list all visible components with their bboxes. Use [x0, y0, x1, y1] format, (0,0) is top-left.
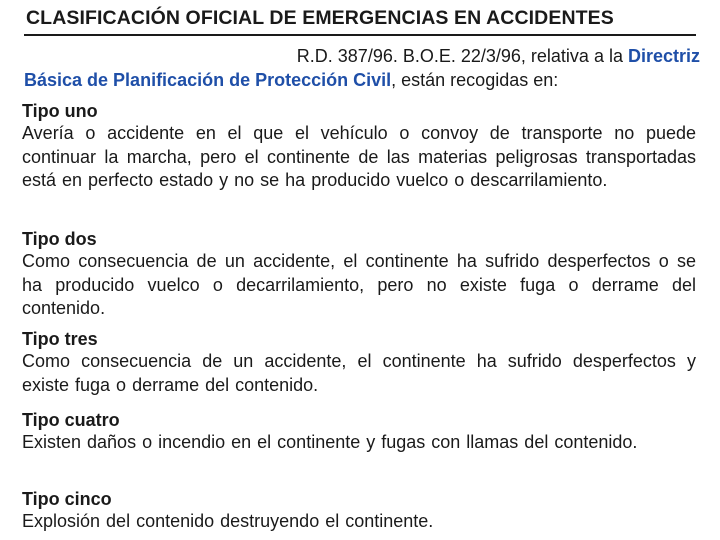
intro-line-1: [24, 44, 700, 68]
section-text: Como consecuencia de un accidente, el continente ha sufrido desperfectos y existe fuga o derrame del contenido.: [22, 351, 696, 395]
directive-name-part-1: Directriz: [627, 46, 700, 66]
section-text: Avería o accidente en el que el vehículo o convoy de transporte no puede continuar la marcha, pero el continente de las materias peligrosas transportadas está en perfecto estado y no se ha producido vuelco o descarrilamiento.: [22, 123, 696, 190]
section-tipo-cinco: [22, 488, 696, 534]
section-heading: Tipo uno: [22, 101, 98, 121]
section-heading: Tipo cuatro: [22, 410, 120, 430]
section-heading: Tipo tres: [22, 329, 98, 349]
section-heading: Tipo cinco: [22, 489, 112, 509]
section-heading: Tipo dos: [22, 229, 97, 249]
page-title: CLASIFICACIÓN OFICIAL DE EMERGENCIAS EN ACCIDENTES: [26, 7, 614, 29]
section-tipo-uno: [22, 100, 696, 193]
directive-name-part-2: Básica de Planificación de Protección Civil: [24, 70, 392, 90]
section-text: Existen daños o incendio en el continente y fugas con llamas del contenido.: [22, 432, 638, 452]
intro-line-2: [24, 68, 700, 92]
intro-suffix: , están recogidas en:: [391, 70, 559, 90]
section-tipo-dos: [22, 228, 696, 321]
section-tipo-cuatro: [22, 409, 696, 455]
section-text: Como consecuencia de un accidente, el continente ha sufrido desperfectos o se ha producido vuelco o decarrilamiento, pero no existe fuga o derrame del contenido.: [22, 251, 696, 318]
section-text: Explosión del contenido destruyendo el continente.: [22, 511, 434, 531]
title-underline: [24, 34, 696, 36]
intro-paragraph: [24, 44, 700, 92]
section-tipo-tres: [22, 328, 696, 397]
intro-prefix: R.D. 387/96. B.O.E. 22/3/96, relativa a la: [296, 46, 628, 66]
